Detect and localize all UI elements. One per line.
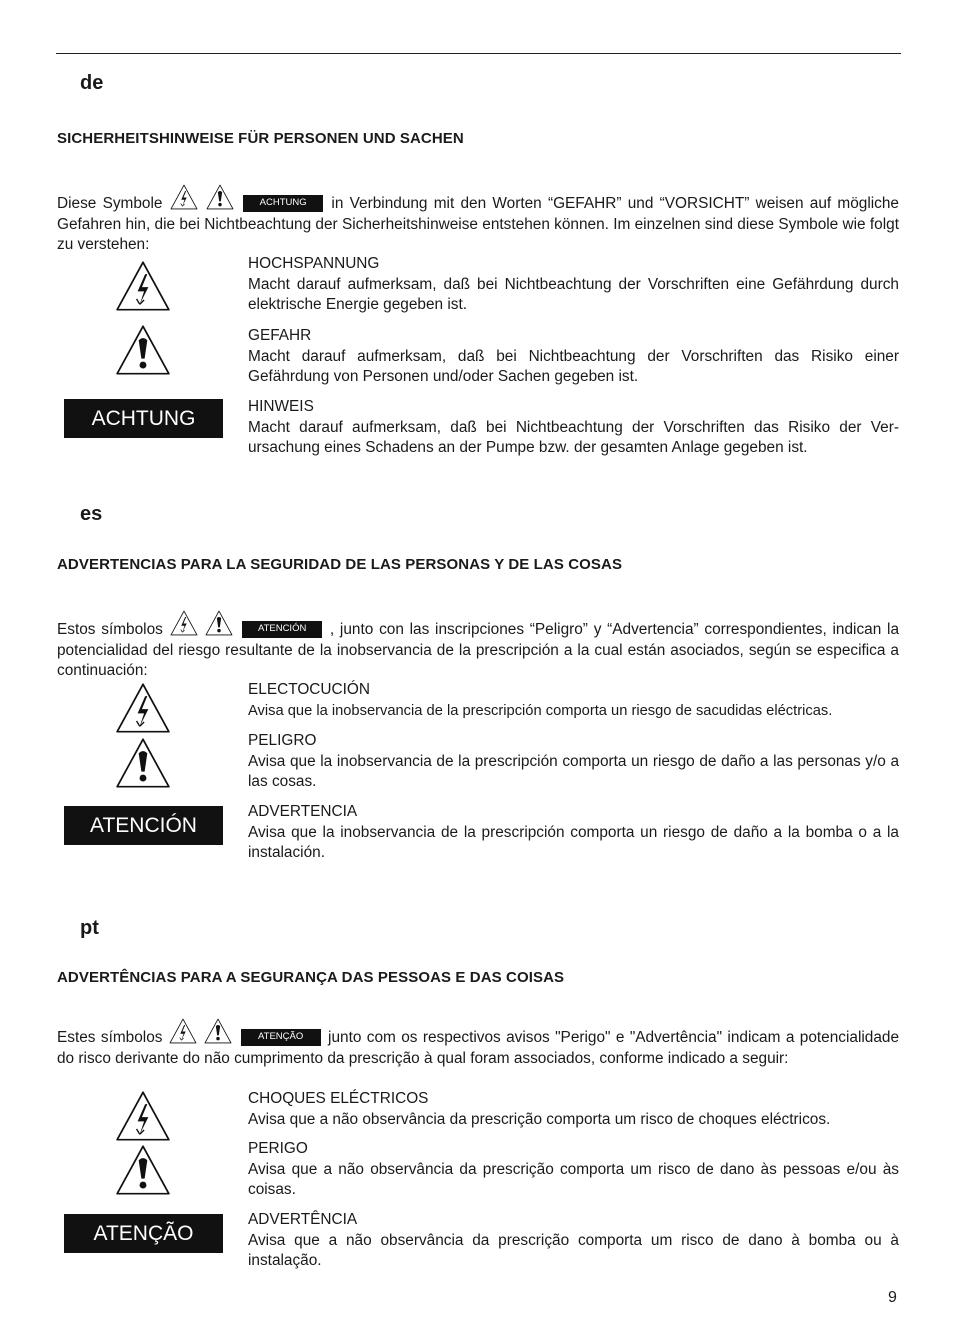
entry-text: Avisa que a não observância da prescrição comporta um risco de choques eléctricos.: [248, 1110, 831, 1128]
entry-text: Macht darauf aufmerksam, daß bei Nichtbeachtung der Vorschriften eine Gefährdung durch elektrische Energie gegeben ist.: [248, 275, 899, 313]
language-code: de: [80, 72, 104, 94]
high-voltage-warning-icon: [169, 610, 199, 636]
entry-text: Avisa que la inobservancia de la prescripción comporta un riesgo de daño a las personas y/o a las cosas.: [248, 752, 899, 790]
exclamation-warning-icon: [205, 184, 235, 210]
intro-paragraph: [57, 184, 899, 256]
caution-badge: ATENCIÓN: [242, 621, 322, 638]
section-heading: SICHERHEITSHINWEISE FÜR PERSONEN UND SACHEN: [57, 130, 464, 147]
caution-badge-large: ATENCIÓN: [64, 806, 223, 845]
entry-title: HINWEIS: [248, 398, 314, 415]
exclamation-warning-icon: [203, 1018, 233, 1044]
intro-text: Estos símbolos: [57, 621, 163, 638]
intro-text: , junto con las inscripciones “Peligro” y “Advertencia” correspondientes, indican la potencialidad del riesgo resultante de la inobservancia de la prescripción a la cual están asociados, según se especifica a continuación:: [57, 621, 900, 679]
entry-warning: [248, 802, 899, 864]
entry-danger: [248, 731, 899, 793]
entry-text: Avisa que a não observância da prescrição comporta um risco de dano às pessoas e/ou às coisas.: [248, 1160, 899, 1198]
entry-title: CHOQUES ELÉCTRICOS: [248, 1090, 429, 1107]
entry-warning: [248, 1210, 899, 1272]
entry-danger: [248, 326, 899, 388]
entry-text: Avisa que la inobservancia de la prescripción comporta un riesgo de sacudidas eléctricas.: [248, 702, 833, 719]
intro-paragraph: [57, 1018, 899, 1069]
entry-title: ADVERTÊNCIA: [248, 1211, 358, 1228]
entry-title: PERIGO: [248, 1140, 308, 1157]
entry-title: PELIGRO: [248, 732, 317, 749]
entry-text: Avisa que a não observância da prescrição comporta um risco de dano à bomba ou à instalação.: [248, 1231, 899, 1269]
entry-notice: [248, 397, 899, 459]
entry-title: ADVERTENCIA: [248, 803, 358, 820]
exclamation-warning-icon: [115, 324, 171, 376]
high-voltage-warning-icon: [115, 1090, 171, 1142]
exclamation-warning-icon: [204, 610, 234, 636]
entry-text: Macht darauf aufmerksam, daß bei Nichtbeachtung der Vorschriften das Risiko einer Gefährdung von Personen und/oder Sachen gegeben ist.: [248, 347, 899, 385]
entry-text: Avisa que la inobservancia de la prescripción comporta un riesgo de daño a la bomba o a la instalación.: [248, 823, 899, 861]
intro-text: junto com os respectivos avisos "Perigo" e "Advertência" indicam a potencialidade do risco derivante do não cumprimento da prescrição à qual foram associados, conforme indicado a seguir:: [57, 1029, 900, 1067]
caution-badge-large: ACHTUNG: [64, 399, 223, 438]
language-code: pt: [80, 917, 99, 939]
page-number: 9: [888, 1289, 897, 1306]
intro-text: Diese Symbole: [57, 195, 163, 212]
top-rule: [56, 53, 901, 54]
entry-title: HOCHSPANNUNG: [248, 255, 380, 272]
entry-high-voltage: [248, 254, 899, 316]
caution-badge: ACHTUNG: [243, 195, 323, 212]
caution-badge-large: ATENÇÃO: [64, 1214, 223, 1253]
intro-paragraph: [57, 610, 899, 682]
intro-text: Estes símbolos: [57, 1029, 163, 1046]
section-heading: ADVERTENCIAS PARA LA SEGURIDAD DE LAS PERSONAS Y DE LAS COSAS: [57, 556, 623, 573]
language-code: es: [80, 503, 103, 525]
high-voltage-warning-icon: [169, 184, 199, 210]
entry-text: Macht darauf aufmerksam, daß bei Nichtbeachtung der Vorschriften das Risiko der Ver-ursachung eines Schadens an der Pumpe bzw. der gesamten Anlage gegeben ist.: [248, 418, 899, 456]
exclamation-warning-icon: [115, 737, 171, 789]
high-voltage-warning-icon: [115, 260, 171, 312]
entry-danger: [248, 1139, 899, 1201]
caution-badge: ATENÇÃO: [241, 1029, 321, 1046]
high-voltage-warning-icon: [168, 1018, 198, 1044]
intro-text: in Verbindung mit den Worten “GEFAHR” und “VORSICHT” weisen auf mögliche Gefahren hin, die bei Nichtbeachtung der Sicherheitshinweise entstehen können. Im einzelnen sind diese Symbole wie folgt zu verstehen:: [57, 195, 899, 253]
entry-title: GEFAHR: [248, 327, 312, 344]
entry-title: ELECTOCUCIÓN: [248, 681, 371, 698]
exclamation-warning-icon: [115, 1144, 171, 1196]
entry-electric-shock: [248, 1089, 899, 1130]
section-heading: ADVERTÊNCIAS PARA A SEGURANÇA DAS PESSOAS E DAS COISAS: [57, 969, 565, 986]
entry-electrocution: [248, 680, 899, 721]
high-voltage-warning-icon: [115, 682, 171, 734]
